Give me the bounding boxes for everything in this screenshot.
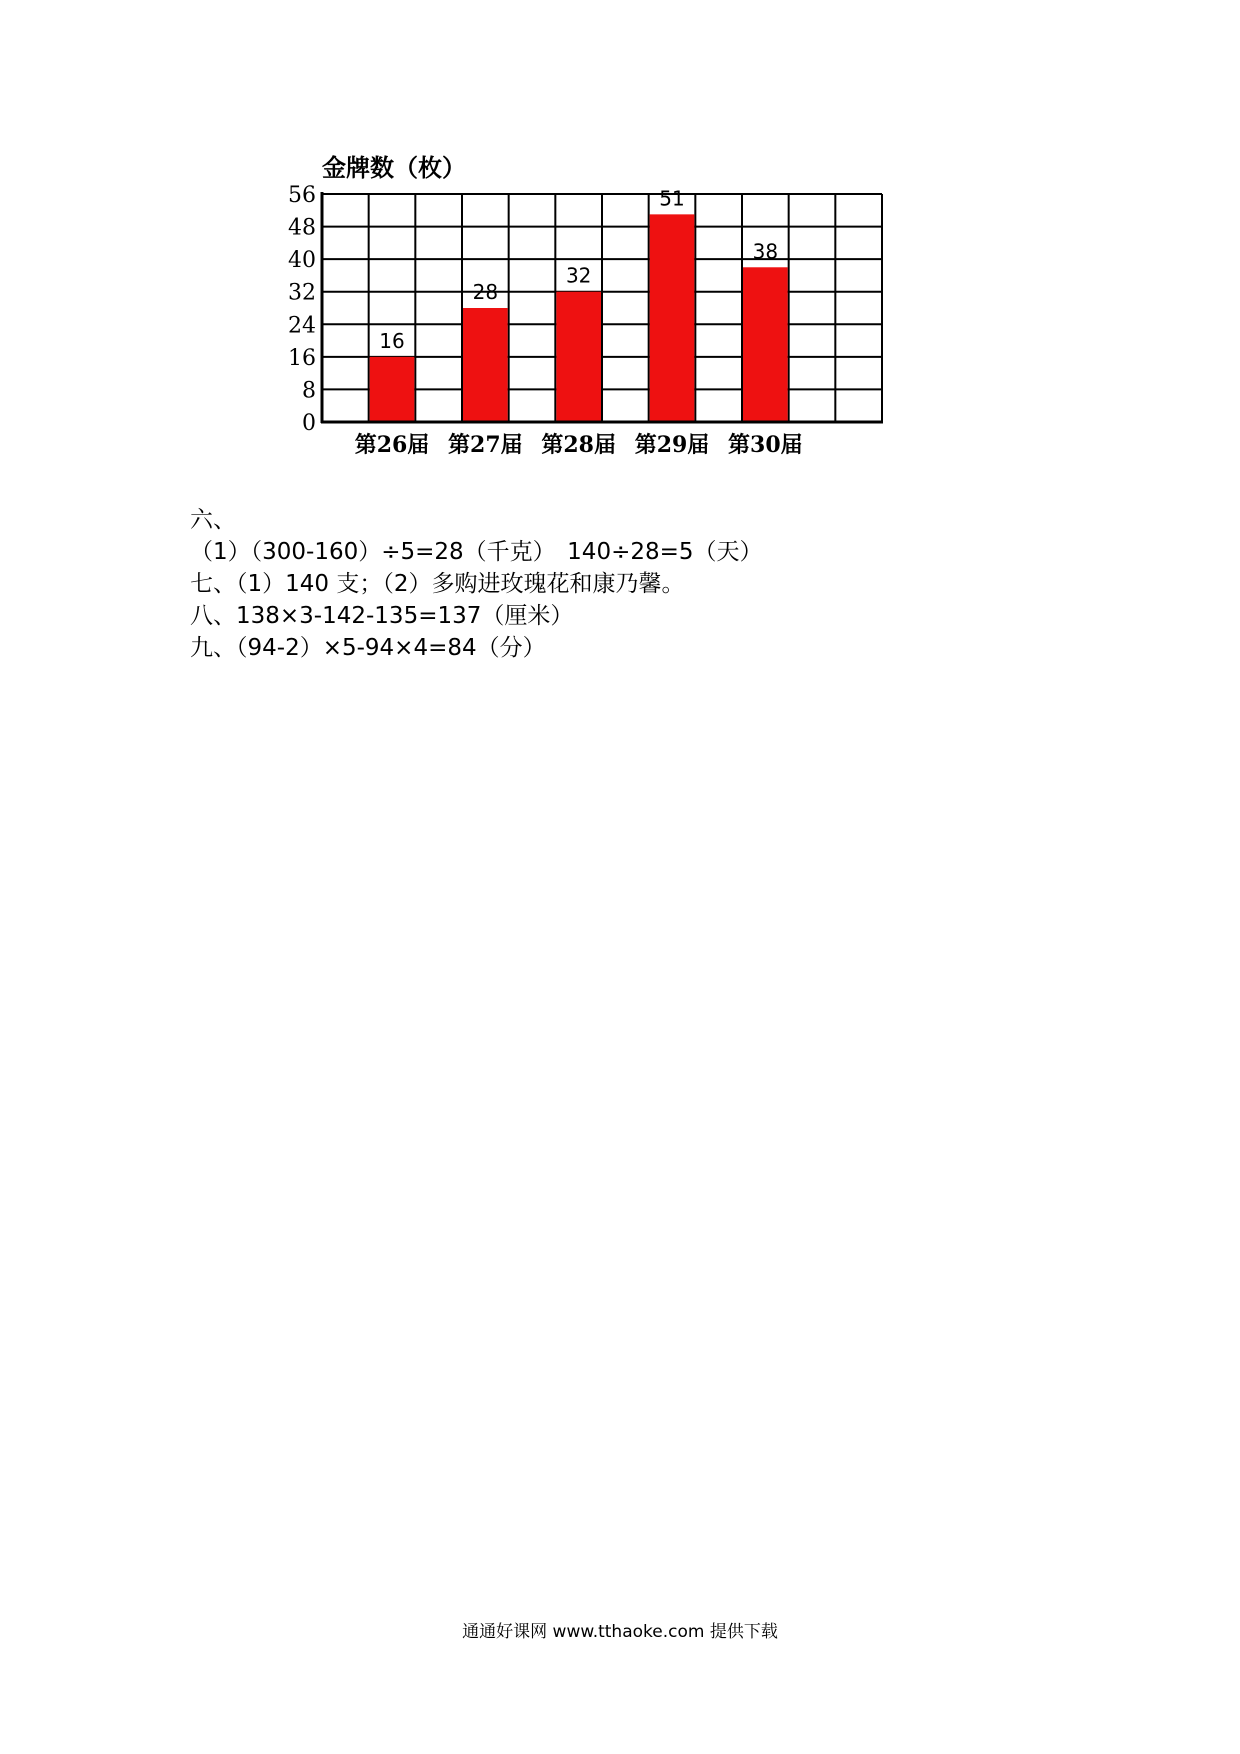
- x-category-label: 第27届: [448, 432, 523, 458]
- chart-bars: [370, 214, 788, 422]
- section-six-heading: 六、: [190, 507, 236, 533]
- y-tick-label: 40: [288, 248, 316, 274]
- y-tick-label: 24: [288, 313, 316, 339]
- chart-labels: [288, 183, 803, 458]
- answer-section: [190, 504, 1090, 664]
- bar: [556, 292, 601, 422]
- section-eight-answer: 八、138×3-142-135=137（厘米）: [190, 603, 574, 629]
- x-category-label: 第28届: [541, 432, 616, 458]
- section-six-answer: （1）（300-160）÷5=28（千克） 140÷28=5（天）: [190, 539, 763, 565]
- x-category-label: 第29届: [634, 432, 710, 458]
- gold-medal-bar-chart: [288, 150, 920, 500]
- x-category-label: 第26届: [354, 432, 430, 458]
- bar: [743, 267, 788, 422]
- bar-value-label: 16: [379, 328, 405, 353]
- x-category-label: 第30届: [728, 432, 803, 458]
- chart-svg: [288, 150, 920, 500]
- bar: [650, 214, 695, 422]
- y-tick-label: 16: [288, 345, 316, 371]
- y-tick-label: 56: [288, 183, 316, 208]
- y-tick-label: 0: [302, 411, 316, 436]
- y-tick-label: 8: [302, 378, 316, 404]
- section-nine-answer: 九、（94-2）×5-94×4=84（分）: [190, 635, 546, 661]
- bar-value-label: 32: [565, 263, 592, 288]
- bar-value-label: 51: [659, 186, 685, 211]
- bar: [370, 357, 415, 422]
- page-footer: 通通好课网 www.tthaoke.com 提供下载: [462, 1622, 778, 1642]
- y-tick-label: 32: [288, 280, 316, 306]
- bar-value-label: 28: [472, 280, 499, 304]
- y-axis-title: 金牌数（枚）: [322, 153, 466, 182]
- section-seven-answer: 七、（1）140 支；（2）多购进玫瑰花和康乃馨。: [190, 571, 685, 597]
- bar: [463, 308, 508, 422]
- y-tick-label: 48: [288, 215, 316, 241]
- bar-value-label: 38: [752, 239, 779, 264]
